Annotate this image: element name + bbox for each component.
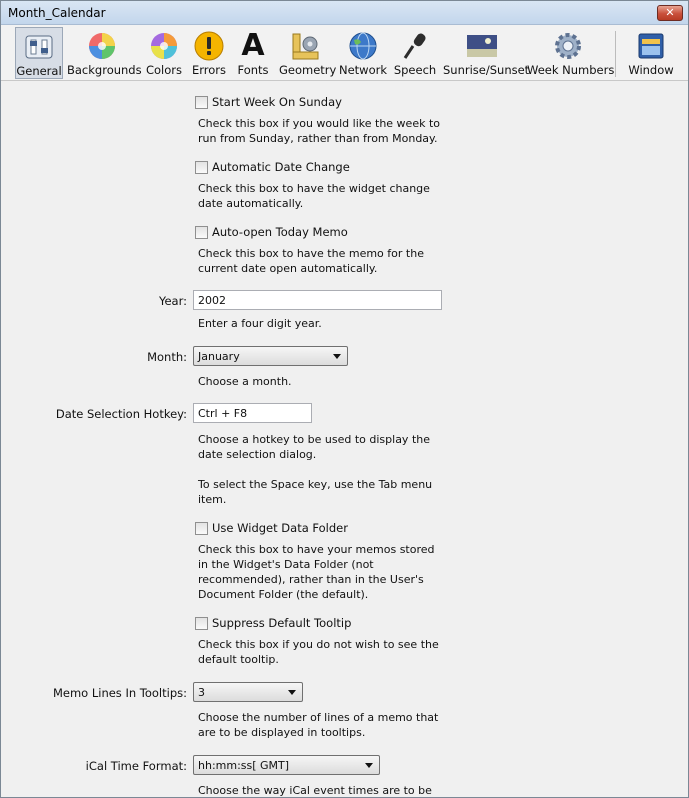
tab-window-label: Window — [628, 63, 674, 77]
memo-lines-select[interactable] — [193, 682, 303, 702]
tab-general-label: General — [16, 64, 62, 78]
auto-open-memo-checkbox[interactable] — [195, 226, 208, 239]
tab-speech[interactable] — [393, 27, 437, 79]
warning-icon — [193, 30, 225, 62]
tab-network[interactable] — [339, 27, 387, 79]
hotkey-input[interactable]: Ctrl + F8 — [193, 403, 312, 423]
ical-time-format-select[interactable] — [193, 755, 380, 775]
preferences-toolbar — [1, 25, 688, 81]
hotkey-description: Choose a hotkey to be used to display the date selection dialog. — [198, 433, 430, 461]
general-switches-icon — [23, 31, 55, 63]
window-icon — [635, 30, 667, 62]
year-description: Enter a four digit year. — [198, 317, 322, 330]
tab-fonts[interactable] — [233, 27, 273, 79]
year-input[interactable]: 2002 — [193, 290, 442, 310]
memo-lines-description: Choose the number of lines of a memo that are to be displayed in tooltips. — [198, 711, 439, 739]
widget-data-folder-checkbox-row[interactable] — [195, 521, 348, 535]
tab-errors-label: Errors — [191, 63, 227, 77]
chevron-down-icon — [288, 690, 296, 695]
start-week-sunday-description: Check this box if you would like the week to run from Sunday, rather than from Monday. — [198, 117, 440, 145]
suppress-tooltip-checkbox[interactable] — [195, 617, 208, 630]
auto-open-memo-description: Check this box to have the memo for the current date open automatically. — [198, 247, 424, 275]
year-label: Year: — [158, 294, 187, 308]
tab-network-label: Network — [339, 63, 388, 77]
auto-open-memo-label: Auto-open Today Memo — [212, 225, 348, 239]
sunset-landscape-icon — [466, 30, 498, 62]
ical-time-format-label: iCal Time Format: — [85, 759, 187, 773]
ruler-gear-icon — [290, 30, 322, 62]
tab-backgrounds[interactable] — [67, 27, 142, 79]
tab-fonts-label: Fonts — [237, 63, 269, 77]
tab-colors[interactable] — [143, 27, 185, 79]
tab-geometry-label: Geometry — [279, 63, 337, 77]
tab-general[interactable] — [15, 27, 63, 79]
font-letter-icon: A — [241, 28, 265, 63]
tab-geometry[interactable] — [279, 27, 337, 79]
ical-time-format-description: Choose the way iCal event times are to be — [198, 784, 432, 797]
month-select-value: January — [198, 350, 240, 363]
tab-colors-label: Colors — [145, 63, 183, 77]
start-week-sunday-label: Start Week On Sunday — [212, 95, 342, 109]
tab-window[interactable] — [625, 27, 677, 79]
month-label: Month: — [147, 350, 187, 364]
tab-sunrise-sunset[interactable] — [443, 27, 530, 79]
automatic-date-change-checkbox[interactable] — [195, 161, 208, 174]
suppress-tooltip-label: Suppress Default Tooltip — [212, 616, 352, 630]
tab-week-numbers[interactable] — [527, 27, 615, 79]
auto-open-memo-checkbox-row[interactable] — [195, 225, 348, 239]
title-bar — [1, 1, 688, 25]
chevron-down-icon — [365, 763, 373, 768]
window-title: Month_Calendar — [8, 6, 106, 20]
microphone-icon — [399, 30, 431, 62]
hotkey-description-space: To select the Space key, use the Tab menu item. — [198, 478, 433, 506]
hotkey-label: Date Selection Hotkey: — [55, 407, 187, 421]
tab-backgrounds-label: Backgrounds — [67, 63, 142, 77]
chevron-down-icon — [333, 354, 341, 359]
automatic-date-change-description: Check this box to have the widget change date automatically. — [198, 182, 430, 210]
toolbar-separator — [615, 31, 616, 77]
automatic-date-change-checkbox-row[interactable] — [195, 160, 350, 174]
memo-lines-label: Memo Lines In Tooltips: — [52, 686, 187, 700]
tab-errors[interactable] — [189, 27, 229, 79]
widget-data-folder-description: Check this box to have your memos stored in the Widget's Data Folder (not recommended), rather than in the User's Document Folder (the default). — [198, 543, 435, 601]
tab-speech-label: Speech — [393, 63, 437, 77]
month-select[interactable] — [193, 346, 348, 366]
tab-week-numbers-label: Week Numbers — [527, 63, 615, 77]
start-week-sunday-checkbox-row[interactable] — [195, 95, 342, 109]
close-button[interactable]: ✕ — [657, 5, 683, 21]
suppress-tooltip-checkbox-row[interactable] — [195, 616, 351, 630]
month-description: Choose a month. — [198, 375, 292, 388]
widget-data-folder-checkbox[interactable] — [195, 522, 208, 535]
ical-time-format-select-value: hh:mm:ss[ GMT] — [198, 759, 290, 772]
tab-sunrise-sunset-label: Sunrise/Sunset — [443, 63, 530, 77]
widget-data-folder-label: Use Widget Data Folder — [212, 521, 348, 535]
general-settings-panel — [1, 82, 688, 798]
color-palette-icon — [148, 30, 180, 62]
globe-icon — [347, 30, 379, 62]
memo-lines-select-value: 3 — [198, 686, 205, 699]
color-wheel-icon — [86, 30, 118, 62]
gear-icon — [552, 30, 584, 62]
suppress-tooltip-description: Check this box if you do not wish to see the default tooltip. — [198, 638, 439, 666]
automatic-date-change-label: Automatic Date Change — [212, 160, 350, 174]
start-week-sunday-checkbox[interactable] — [195, 96, 208, 109]
